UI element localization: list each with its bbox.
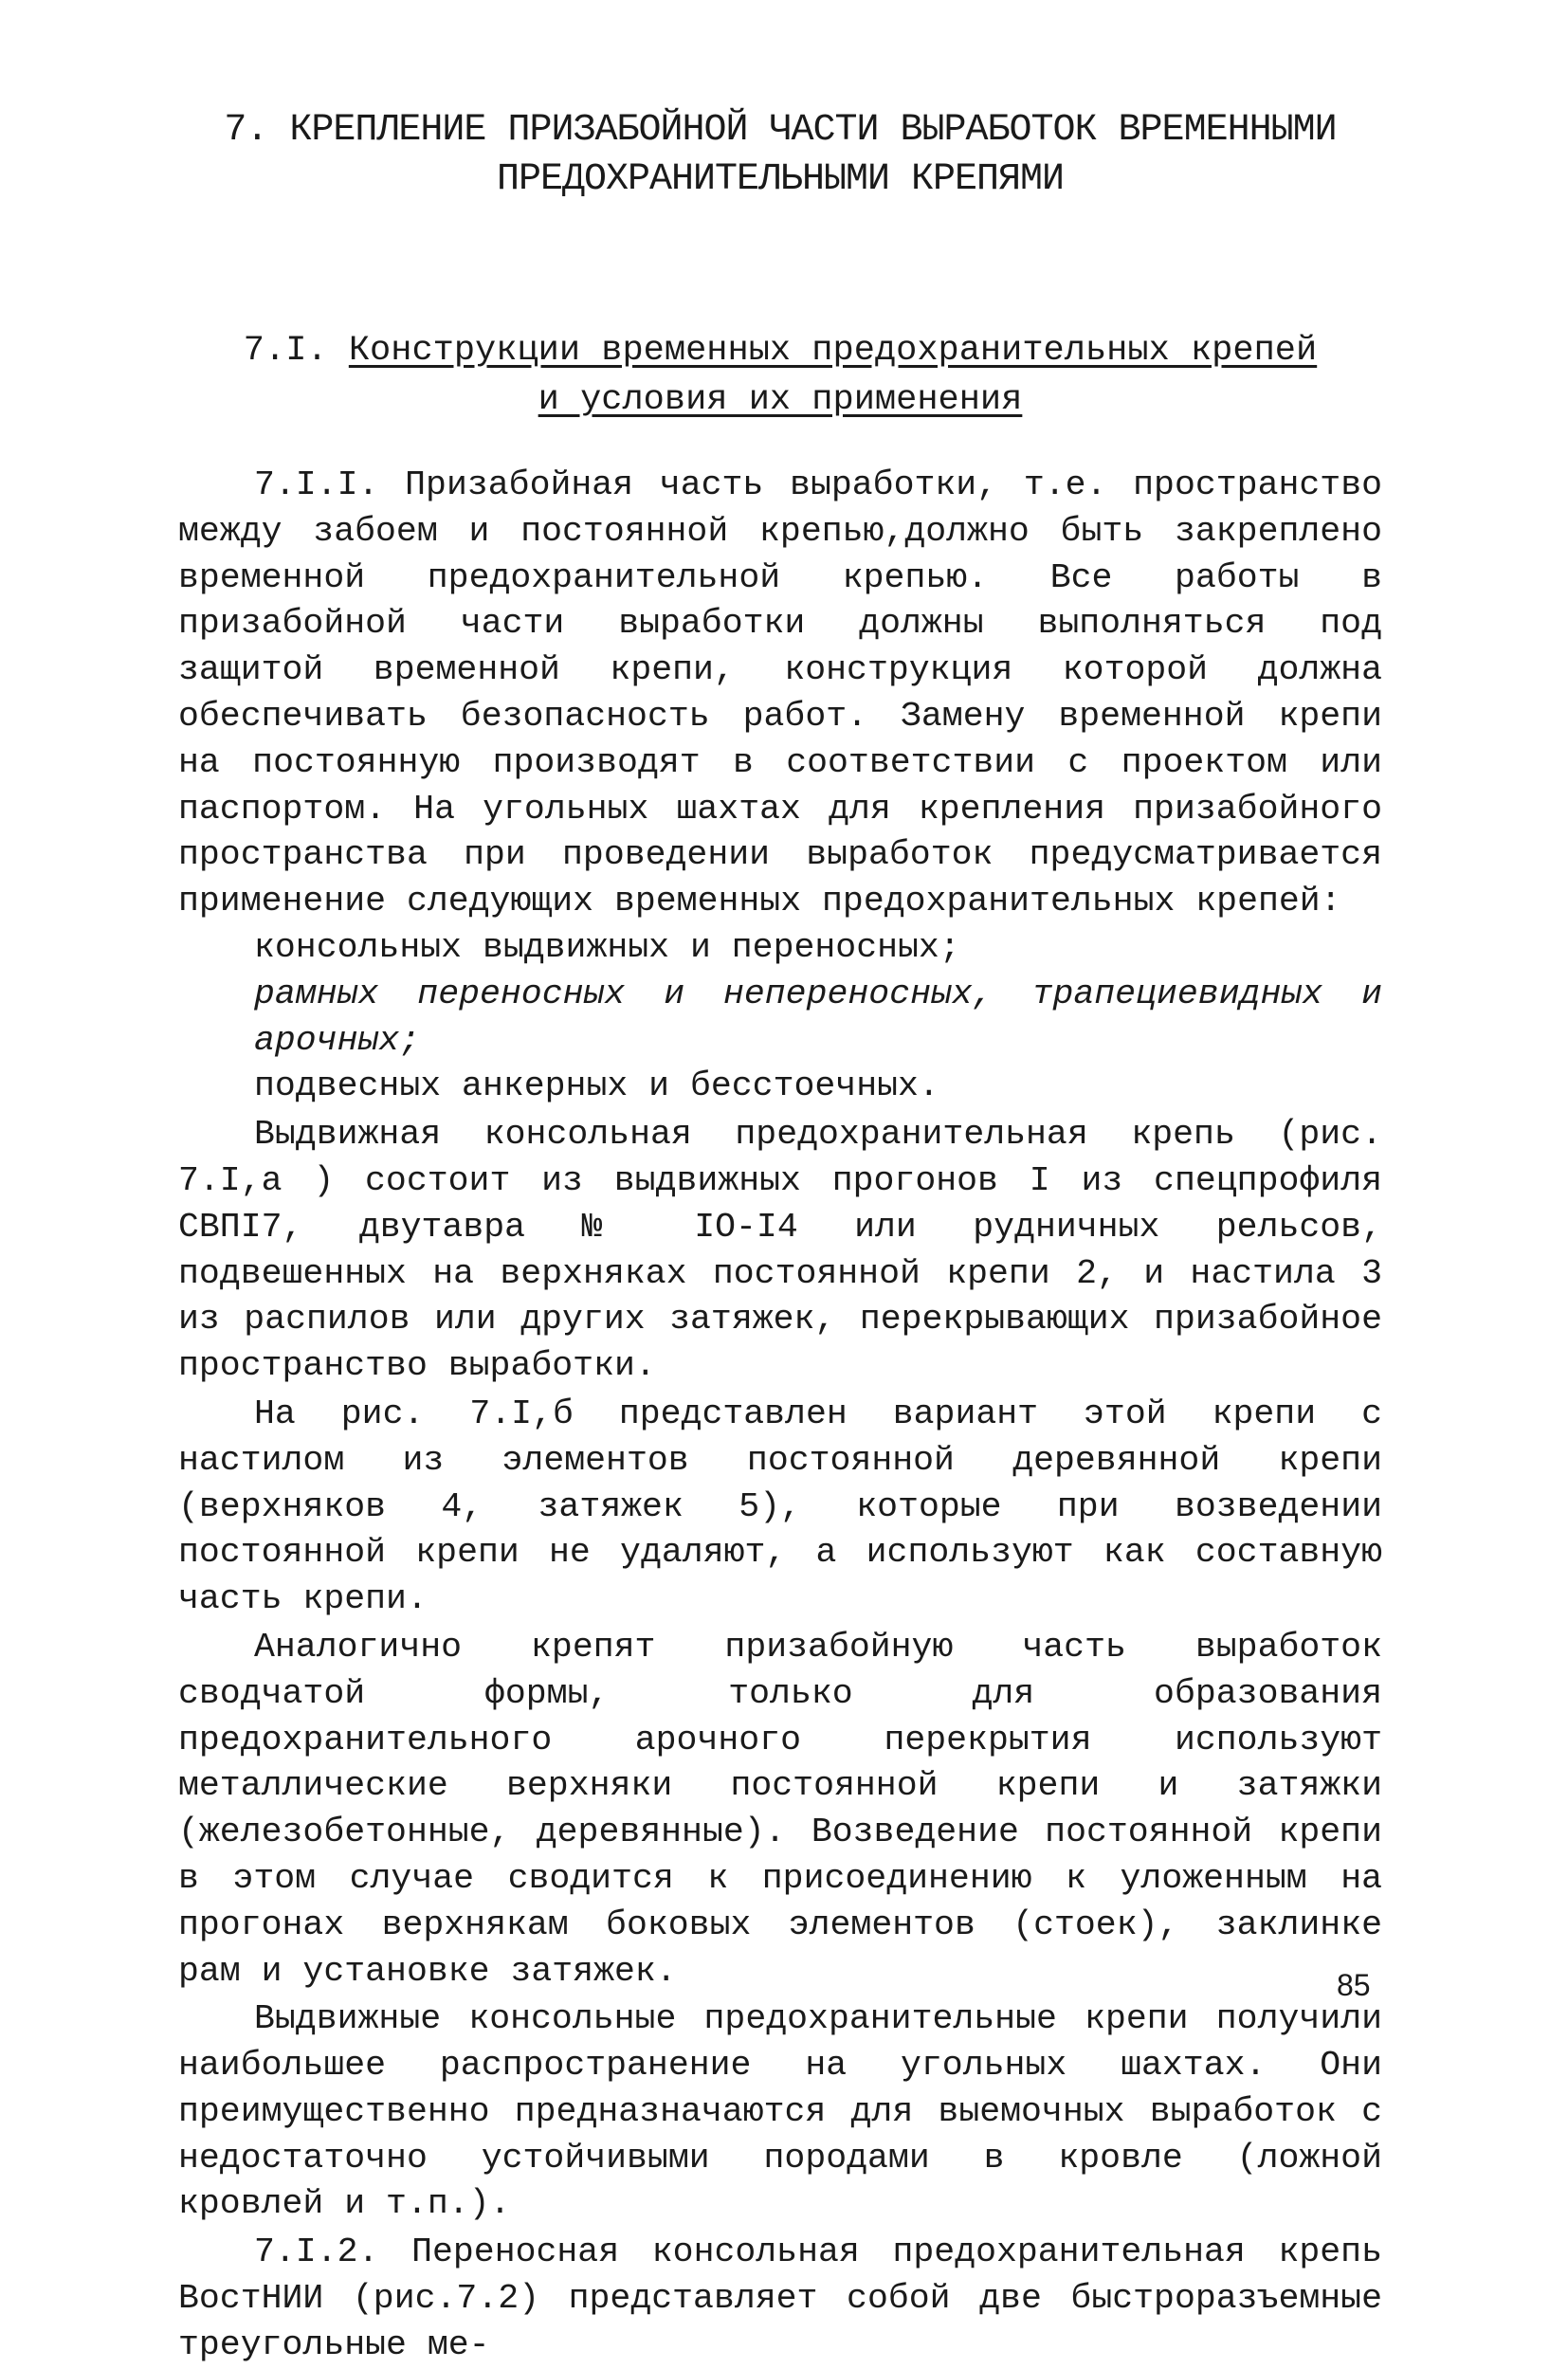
list-item-2: рамных переносных и непереносных, трапециевидных и арочных; xyxy=(254,974,1382,1060)
section-title-text-1: Конструкции временных предохранительных крепей xyxy=(348,331,1318,371)
chapter-title-line-1: 7. КРЕПЛЕНИЕ ПРИЗАБОЙНОЙ ЧАСТИ ВЫРАБОТОК ВРЕМЕННЫМИ xyxy=(224,109,1337,152)
section-number: 7.I. xyxy=(243,331,328,371)
section-title-text-2: и условия их применения xyxy=(538,380,1023,420)
page-number: 85 xyxy=(1337,1968,1371,2002)
body-text xyxy=(178,463,1382,2369)
paragraph-distribution: Выдвижные консольные предохранительные крепи получили наибольшее распространение на угольных шахтах. Они преимущественно предназначаются для выемочных выработок с недостаточно устойчивыми породами в кровле (ложной кровлей и т.п.). xyxy=(178,1999,1382,2224)
section-title xyxy=(178,326,1382,425)
list-item-1: консольных выдвижных и переносных; xyxy=(254,927,960,967)
section-title-line-1 xyxy=(178,326,1382,375)
paragraph-7-1-1: 7.I.I. Призабойная часть выработки, т.е. пространство между забоем и постоянной крепью,должно быть закреплено временной предохранительной крепью. Все работы в призабойной части выработки должны выполняться под защитой временной крепи, конструкция которой должна обеспечивать безопасность работ. Замену временной крепи на постоянную производят в соответствии с проектом или паспортом. На угольных шахтах для крепления призабойного пространства при проведении выработок предусматривается применение следующих временных предохранительных крепей: xyxy=(178,465,1382,921)
paragraph-sliding-support: Выдвижная консольная предохранительная крепь (рис. 7.I,а ) состоит из выдвижных прогонов I из спецпрофиля СВПI7, двутавра № IO-I4 или рудничных рельсов, подвешенных на верхняках постоянной крепи 2, и настила 3 из распилов или других затяжек, перекрывающих призабойное пространство выработки. xyxy=(178,1115,1382,1386)
chapter-title-line-2: ПРЕДОХРАНИТЕЛЬНЫМИ КРЕПЯМИ xyxy=(496,158,1065,201)
chapter-title xyxy=(178,106,1382,205)
paragraph-7-1-2: 7.I.2. Переносная консольная предохранительная крепь ВостНИИ (рис.7.2) представляет собой две быстроразъемные треугольные ме- xyxy=(178,2232,1382,2364)
paragraph-variant-figure: На рис. 7.I,б представлен вариант этой крепи с настилом из элементов постоянной деревянной крепи (верхняков 4, затяжек 5), которые при возведении постоянной крепи не удаляют, а используют как составную часть крепи. xyxy=(178,1394,1382,1619)
document-page xyxy=(178,106,1382,2369)
paragraph-arched-workings: Аналогично крепят призабойную часть выработок сводчатой формы, только для образования предохранительного арочного перекрытия используют металлические верхняки постоянной крепи и затяжки (железобетонные, деревянные). Возведение постоянной крепи в этом случае сводится к присоединению к уложенным на прогонах верхнякам боковых элементов (стоек), заклинке рам и установке затяжек. xyxy=(178,1627,1382,1991)
list-item-3: подвесных анкерных и бесстоечных. xyxy=(254,1066,939,1106)
